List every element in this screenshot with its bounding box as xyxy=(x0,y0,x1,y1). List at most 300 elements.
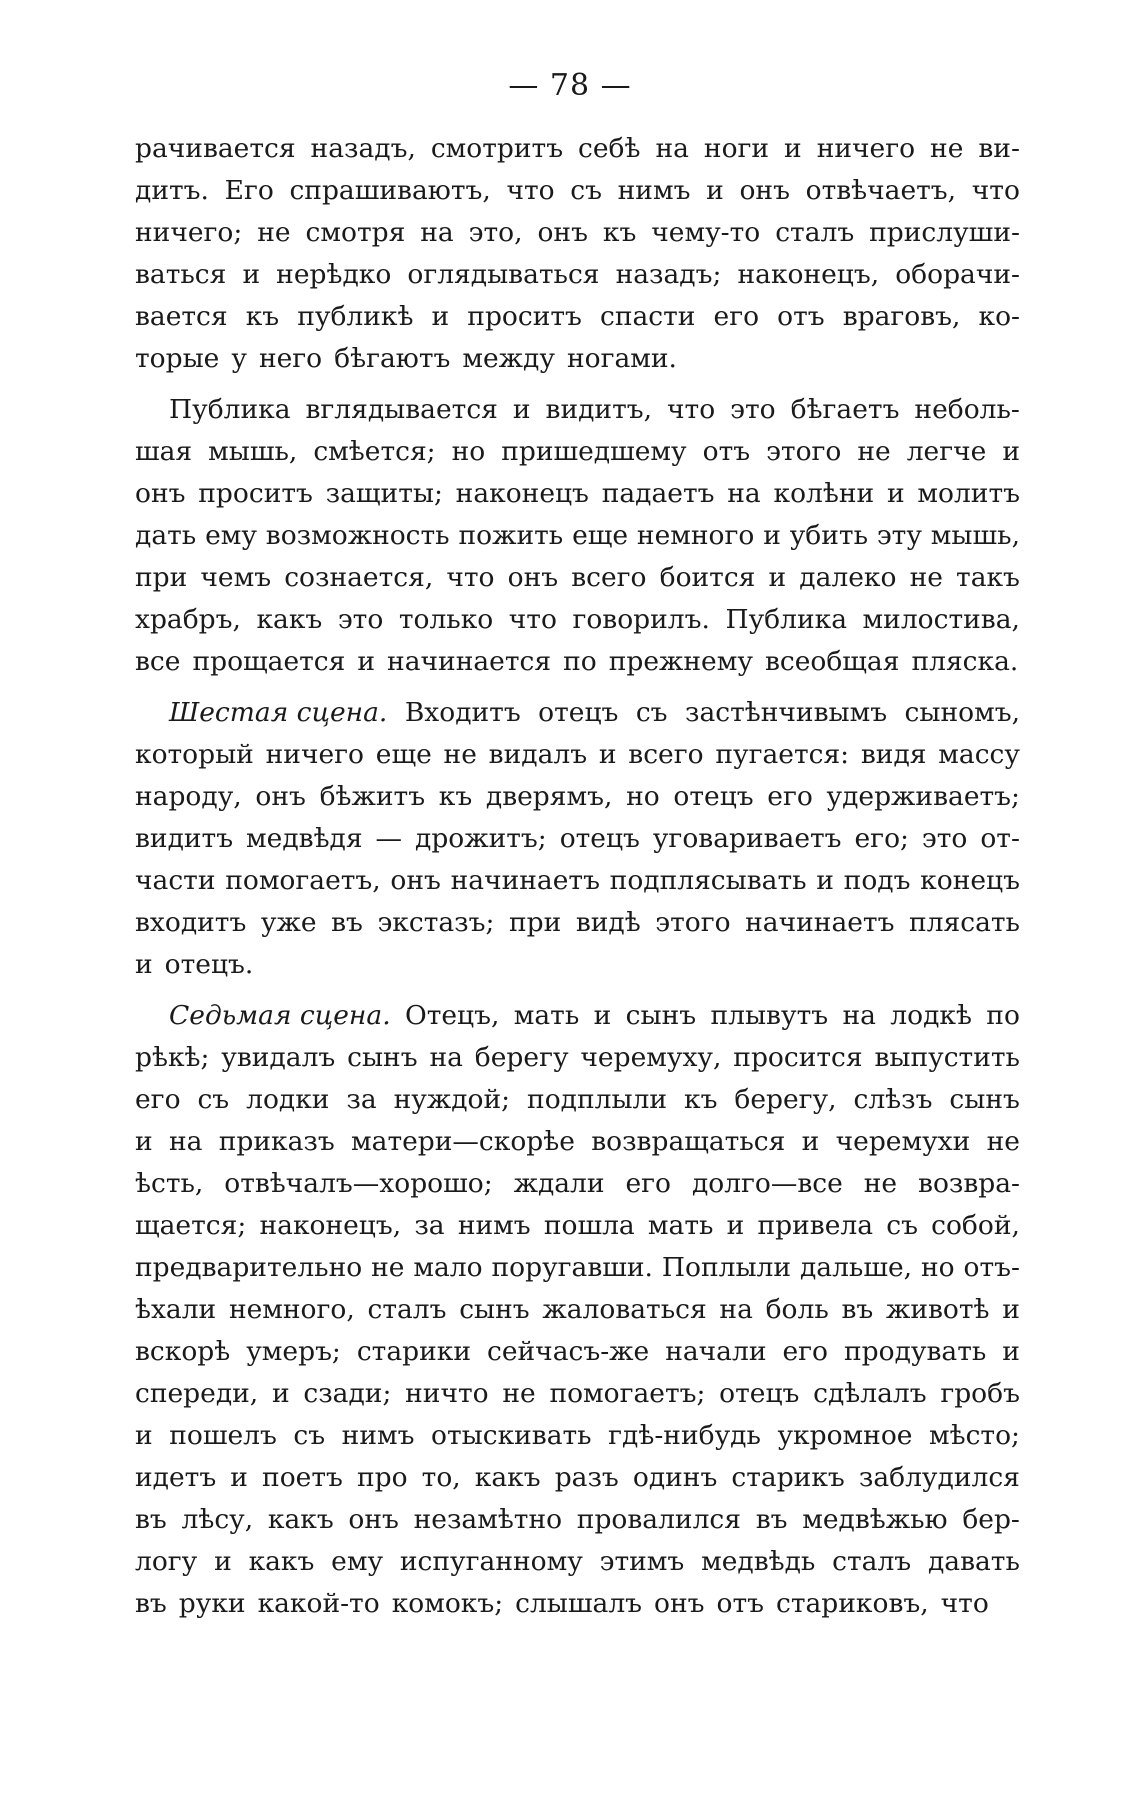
word: и xyxy=(230,1462,248,1493)
word: защиты; xyxy=(325,478,443,509)
text-line xyxy=(135,734,1020,776)
paragraph xyxy=(135,128,1020,380)
word: торые xyxy=(135,343,220,374)
word: долго—все xyxy=(691,1168,843,1199)
word: оглядываться xyxy=(407,259,600,290)
word: дать xyxy=(135,520,197,551)
word: укромное xyxy=(777,1420,913,1451)
word: то, xyxy=(421,1462,461,1493)
word: при xyxy=(508,907,562,938)
word: и xyxy=(593,1000,612,1031)
word: за xyxy=(346,1084,377,1115)
text-line xyxy=(135,128,1020,170)
word: провалился xyxy=(576,1504,741,1535)
word: онъ xyxy=(135,478,186,509)
word: него xyxy=(258,343,323,374)
word: храбръ, xyxy=(135,604,241,635)
word: видитъ, xyxy=(545,394,653,425)
word: лодки xyxy=(246,1084,330,1115)
word: логу xyxy=(135,1546,198,1577)
word: какъ xyxy=(474,1462,541,1493)
word: смѣется; xyxy=(313,436,436,467)
word: и xyxy=(726,1210,745,1241)
word: Публика xyxy=(725,604,847,635)
word: незамѣтно xyxy=(413,1504,563,1535)
word: за xyxy=(414,1210,445,1241)
word: ничего xyxy=(816,133,916,164)
word: и xyxy=(1002,1336,1020,1367)
word: проситъ xyxy=(198,478,313,509)
word: его xyxy=(625,1168,672,1199)
word: Поплыли xyxy=(661,1252,792,1283)
word: помогаетъ, xyxy=(225,865,381,896)
word: лѣсу, xyxy=(181,1504,254,1535)
word: берегу, xyxy=(734,1084,837,1115)
word: такъ xyxy=(956,562,1020,593)
text-line xyxy=(135,431,1020,473)
word: выпустить xyxy=(874,1042,1020,1073)
word: но xyxy=(451,436,486,467)
word: на xyxy=(429,1042,463,1073)
text-line xyxy=(135,1499,1020,1541)
word: застѣнчивымъ xyxy=(685,697,888,728)
text-line xyxy=(135,860,1020,902)
word: бер- xyxy=(962,1504,1020,1535)
word: онъ xyxy=(390,865,441,896)
word: гробъ xyxy=(940,1378,1020,1409)
word: медвѣдя xyxy=(246,823,363,854)
word: не xyxy=(909,562,943,593)
word: слѣзъ xyxy=(853,1084,933,1115)
word: далеко xyxy=(799,562,897,593)
word: легче xyxy=(906,436,987,467)
word: его xyxy=(782,1336,828,1367)
scene-heading: Седьмая сцена. xyxy=(169,1000,391,1031)
word: одинъ xyxy=(632,1462,718,1493)
word: прощается xyxy=(192,646,346,677)
word: уговариваетъ xyxy=(652,823,842,854)
word: и xyxy=(512,394,531,425)
word: боится xyxy=(659,562,756,593)
word: какъ xyxy=(267,1504,334,1535)
word: его xyxy=(135,1084,181,1115)
word: и xyxy=(135,949,153,980)
text-line xyxy=(135,1289,1020,1331)
word: и xyxy=(214,1546,232,1577)
paragraph-gap xyxy=(135,380,1020,389)
paragraph xyxy=(135,692,1020,986)
word: въ xyxy=(135,1504,167,1535)
word: жаловаться xyxy=(542,1294,707,1325)
word: въ xyxy=(331,907,363,938)
word: нерѣдко xyxy=(276,259,392,290)
word: чему-то xyxy=(651,217,761,248)
word: руки xyxy=(178,1588,246,1619)
word: всеобщая xyxy=(764,646,900,677)
word: нимъ xyxy=(341,1420,415,1451)
word: враговъ, xyxy=(842,301,961,332)
word: неболь- xyxy=(914,394,1020,425)
word: сдѣлалъ xyxy=(813,1378,927,1409)
text-line xyxy=(135,1247,1020,1289)
word: колѣни xyxy=(773,478,875,509)
word: отъ- xyxy=(963,1252,1020,1283)
word: этого xyxy=(655,907,731,938)
word: плывутъ xyxy=(710,1000,829,1031)
text-line xyxy=(135,338,1020,380)
word: не xyxy=(986,1126,1020,1157)
word: спасти xyxy=(599,301,696,332)
word: вглядывается xyxy=(305,394,498,425)
word: этого xyxy=(766,436,842,467)
word: только xyxy=(398,604,494,635)
word: отецъ. xyxy=(164,949,254,980)
word: и xyxy=(135,1126,153,1157)
word: нимъ xyxy=(617,175,691,206)
text-line xyxy=(135,1163,1020,1205)
word: вскорѣ xyxy=(135,1336,231,1367)
word: гдѣ-нибудь xyxy=(608,1420,761,1451)
word: приказъ xyxy=(218,1126,335,1157)
word: сталъ xyxy=(775,217,855,248)
word: ви- xyxy=(978,133,1020,164)
word: бѣгаетъ xyxy=(790,394,900,425)
word: сынъ xyxy=(949,1084,1020,1115)
word: что xyxy=(667,394,716,425)
word: поругавши. xyxy=(491,1252,653,1283)
text-line xyxy=(135,1331,1020,1373)
word: что xyxy=(506,175,555,206)
word: къ xyxy=(245,301,280,332)
word: онъ xyxy=(537,217,588,248)
word: этимъ xyxy=(599,1546,685,1577)
text-line xyxy=(135,902,1020,944)
word: и xyxy=(242,259,261,290)
word: мать xyxy=(647,1210,714,1241)
word: пугается: xyxy=(715,739,850,770)
word: ко- xyxy=(978,301,1020,332)
word: начинаетъ xyxy=(745,907,895,938)
word: уже xyxy=(260,907,317,938)
word: прислуши- xyxy=(869,217,1020,248)
word: ваться xyxy=(135,259,227,290)
word: на xyxy=(420,217,454,248)
word: прежнему xyxy=(608,646,753,677)
word: и xyxy=(886,478,905,509)
word: давать xyxy=(927,1546,1020,1577)
word: какой-то xyxy=(257,1588,380,1619)
word: не xyxy=(443,739,477,770)
word: дальше, xyxy=(799,1252,913,1283)
word: отвѣчалъ—хорошо; xyxy=(224,1168,493,1199)
word: Его xyxy=(224,175,274,206)
word: ждали xyxy=(513,1168,605,1199)
word: на xyxy=(727,478,761,509)
word: на xyxy=(842,1000,876,1031)
text-line xyxy=(135,1205,1020,1247)
word: проситъ xyxy=(467,301,582,332)
word: шая xyxy=(135,436,193,467)
word: сыномъ, xyxy=(904,697,1020,728)
word: видитъ xyxy=(135,823,234,854)
word: онъ xyxy=(348,1504,399,1535)
text-line xyxy=(135,1121,1020,1163)
word: возвра- xyxy=(918,1168,1020,1199)
word: на xyxy=(655,133,689,164)
word: дитъ. xyxy=(135,175,209,206)
word: на xyxy=(168,1126,203,1157)
word: щается; xyxy=(135,1210,247,1241)
text-line xyxy=(135,944,1020,986)
word: отвѣчаетъ, xyxy=(805,175,957,206)
word: милостива, xyxy=(862,604,1020,635)
word: въ xyxy=(135,1588,167,1619)
word: и xyxy=(706,175,724,206)
word: убить xyxy=(789,520,868,551)
word: просится xyxy=(733,1042,863,1073)
word: не xyxy=(863,1168,898,1199)
word: — xyxy=(375,823,403,854)
word: къ xyxy=(602,217,637,248)
word: его xyxy=(713,301,760,332)
word: ему xyxy=(331,1546,384,1577)
word: Входитъ xyxy=(404,697,521,728)
word: какъ xyxy=(256,604,323,635)
word: помогаетъ; xyxy=(549,1378,706,1409)
word: медвѣжью xyxy=(802,1504,948,1535)
word: съ xyxy=(197,1084,230,1115)
word: заблудился xyxy=(858,1462,1020,1493)
text-line xyxy=(135,692,1020,734)
word: себѣ xyxy=(578,133,641,164)
word: пошелъ xyxy=(169,1420,277,1451)
word: стариковъ, xyxy=(776,1588,929,1619)
word: это xyxy=(337,604,384,635)
word: боль xyxy=(765,1294,829,1325)
word: черемуху, xyxy=(580,1042,722,1073)
word: немного xyxy=(636,520,755,551)
word: Отецъ, xyxy=(404,1000,500,1031)
word: въ xyxy=(755,1504,788,1535)
word: массу xyxy=(938,739,1020,770)
word: ногами. xyxy=(566,343,677,374)
word: начинаетъ xyxy=(450,865,600,896)
word: его xyxy=(767,781,813,812)
word: испуганному xyxy=(399,1546,583,1577)
word: наконецъ, xyxy=(259,1210,402,1241)
word: матери—скорѣе xyxy=(351,1126,575,1157)
word: по xyxy=(563,646,597,677)
text-line xyxy=(135,1583,1020,1625)
word: сталъ xyxy=(832,1546,912,1577)
word: не xyxy=(371,1252,405,1283)
word: чемъ xyxy=(200,562,272,593)
word: комокъ; xyxy=(391,1588,504,1619)
word: но xyxy=(626,781,660,812)
word: ѣсть, xyxy=(135,1168,204,1199)
word: дверямъ, xyxy=(485,781,613,812)
text-line xyxy=(135,1541,1020,1583)
word: и xyxy=(598,739,617,770)
word: поетъ xyxy=(262,1462,343,1493)
word: и xyxy=(801,1126,820,1157)
word: дрожитъ; xyxy=(415,823,547,854)
word: и xyxy=(357,646,376,677)
word: онъ xyxy=(739,175,790,206)
word: видалъ xyxy=(488,739,588,770)
word: подъ xyxy=(843,865,911,896)
word: видѣ xyxy=(575,907,641,938)
text-line xyxy=(135,1457,1020,1499)
text-line xyxy=(135,776,1020,818)
word: отецъ xyxy=(719,1378,800,1409)
word: и xyxy=(1002,1294,1020,1325)
word: мѣсто; xyxy=(929,1420,1020,1451)
word: оборачи- xyxy=(895,259,1020,290)
word: и xyxy=(816,865,834,896)
word: что xyxy=(940,1588,989,1619)
word: говорилъ. xyxy=(572,604,710,635)
text-line xyxy=(135,389,1020,431)
word: молитъ xyxy=(917,478,1020,509)
word: Публика xyxy=(169,394,291,425)
word: всего xyxy=(628,739,704,770)
word: не xyxy=(857,436,891,467)
word: начинается xyxy=(387,646,552,677)
word: при xyxy=(135,562,188,593)
word: между xyxy=(462,343,555,374)
word: въ xyxy=(841,1294,874,1325)
text-line xyxy=(135,515,1020,557)
word: смотря xyxy=(305,217,406,248)
word: лодкѣ xyxy=(890,1000,972,1031)
word: берегу xyxy=(474,1042,569,1073)
word: ѣхали xyxy=(135,1294,217,1325)
word: съ xyxy=(886,1210,918,1241)
word: съ xyxy=(293,1420,326,1451)
word: про xyxy=(356,1462,408,1493)
text-line xyxy=(135,212,1020,254)
word: публикѣ xyxy=(297,301,414,332)
word: и xyxy=(763,520,781,551)
text-line xyxy=(135,1079,1020,1121)
text-line xyxy=(135,1373,1020,1415)
word: съ xyxy=(635,697,668,728)
word: назадъ, xyxy=(310,133,416,164)
word: у xyxy=(231,343,247,374)
word: сознается, xyxy=(284,562,434,593)
text-line xyxy=(135,170,1020,212)
word: рачивается xyxy=(135,133,296,164)
word: отъ xyxy=(702,436,751,467)
word: идетъ xyxy=(135,1462,217,1493)
word: конецъ xyxy=(920,865,1020,896)
word: онъ xyxy=(255,781,306,812)
word: подплясывать xyxy=(609,865,807,896)
word: ничего; xyxy=(135,217,243,248)
word: народу, xyxy=(135,781,242,812)
word: на xyxy=(719,1294,753,1325)
word: и xyxy=(784,133,802,164)
word: продувать xyxy=(843,1336,987,1367)
page-number: — 78 — xyxy=(508,68,632,103)
word: смотритъ xyxy=(430,133,564,164)
word: какъ xyxy=(248,1546,315,1577)
word: и xyxy=(271,1378,290,1409)
word: его; xyxy=(854,823,909,854)
word: привела xyxy=(757,1210,874,1241)
text-line xyxy=(135,599,1020,641)
word: подплыли xyxy=(527,1084,668,1115)
word: не xyxy=(502,1378,536,1409)
word: ноги xyxy=(703,133,770,164)
paragraph xyxy=(135,389,1020,683)
word: который xyxy=(135,739,254,770)
word: ему xyxy=(205,520,257,551)
word: бѣгаютъ xyxy=(334,343,451,374)
word: части xyxy=(135,865,216,896)
word: спереди, xyxy=(135,1378,259,1409)
word: ничего xyxy=(265,739,364,770)
word: падаетъ xyxy=(601,478,715,509)
word: отъ xyxy=(716,1588,764,1619)
word: пошла xyxy=(543,1210,635,1241)
word: что xyxy=(446,562,495,593)
word: мало xyxy=(413,1252,483,1283)
word: къ xyxy=(438,781,473,812)
word: и xyxy=(431,301,450,332)
word: спрашиваютъ, xyxy=(289,175,491,206)
word: удерживаетъ; xyxy=(826,781,1020,812)
word: медвѣдь xyxy=(701,1546,816,1577)
word: сталъ xyxy=(367,1294,447,1325)
word: отъ xyxy=(777,301,825,332)
word: собой, xyxy=(931,1210,1020,1241)
word: от- xyxy=(980,823,1020,854)
scene-heading: Шестая сцена. xyxy=(169,697,388,728)
word: сзади; xyxy=(303,1378,392,1409)
word: отецъ xyxy=(673,781,754,812)
paragraph xyxy=(135,995,1020,1625)
word: еще xyxy=(375,739,432,770)
word: сынъ xyxy=(625,1000,697,1031)
word: черемухи xyxy=(835,1126,971,1157)
word: наконецъ, xyxy=(737,259,880,290)
paragraph-gap xyxy=(135,683,1020,692)
word: умеръ; xyxy=(246,1336,341,1367)
paragraph-gap xyxy=(135,986,1020,995)
word: пришедшему xyxy=(501,436,687,467)
word: сынъ xyxy=(459,1294,530,1325)
word: что xyxy=(971,175,1020,206)
text-line xyxy=(135,641,1020,683)
word: съ xyxy=(570,175,602,206)
word: все xyxy=(135,646,181,677)
text-line xyxy=(135,473,1020,515)
word: отыскивать xyxy=(431,1420,592,1451)
word: входитъ xyxy=(135,907,247,938)
word: нимъ xyxy=(457,1210,531,1241)
word: не xyxy=(930,133,964,164)
word: мать xyxy=(513,1000,580,1031)
word: старики xyxy=(356,1336,471,1367)
word: экстазъ; xyxy=(377,907,495,938)
word: и xyxy=(1002,436,1020,467)
word: сынъ xyxy=(347,1042,418,1073)
text-line xyxy=(135,296,1020,338)
word: къ xyxy=(684,1084,718,1115)
word: пляска. xyxy=(911,646,1019,677)
